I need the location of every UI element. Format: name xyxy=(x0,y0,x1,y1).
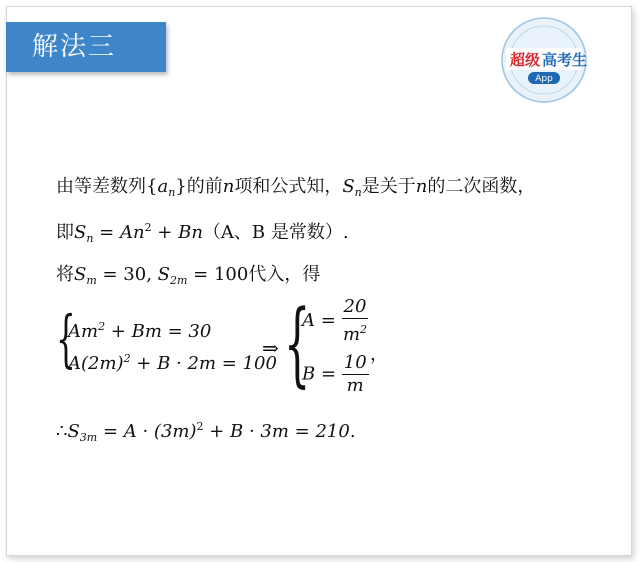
logo-brand-a: 超级 xyxy=(510,51,541,69)
solution-system: ⇒ { A = $\frac{20}{m^2}$ B = $\frac{10}{m}$ ， xyxy=(262,290,388,397)
line-2: 即$S_n = An^2 + Bn(A$、B 是常数）. xyxy=(56,221,349,245)
line-5: $\therefore S_{3m} = A \cdot (3m)^2 + B \cdot 3m = 210$. xyxy=(56,420,356,444)
line-1: 由等差数列$\{a_n\}$的前n项和公式知，$S_n$是关于n的二次函数， xyxy=(56,176,536,199)
section-title: 解法三 xyxy=(6,22,166,72)
logo-brand-b: 高考生 xyxy=(542,51,588,69)
app-logo xyxy=(498,14,590,106)
line-3: 将$S_m = 30$, $S_{2m} = 100$代入，得 xyxy=(56,264,321,287)
equation-system: { $Am^2 + Bm = 30$ $A(2m)^2 + B \cdot 2m = 100$ xyxy=(56,302,277,375)
logo-app-label: App xyxy=(535,74,553,84)
